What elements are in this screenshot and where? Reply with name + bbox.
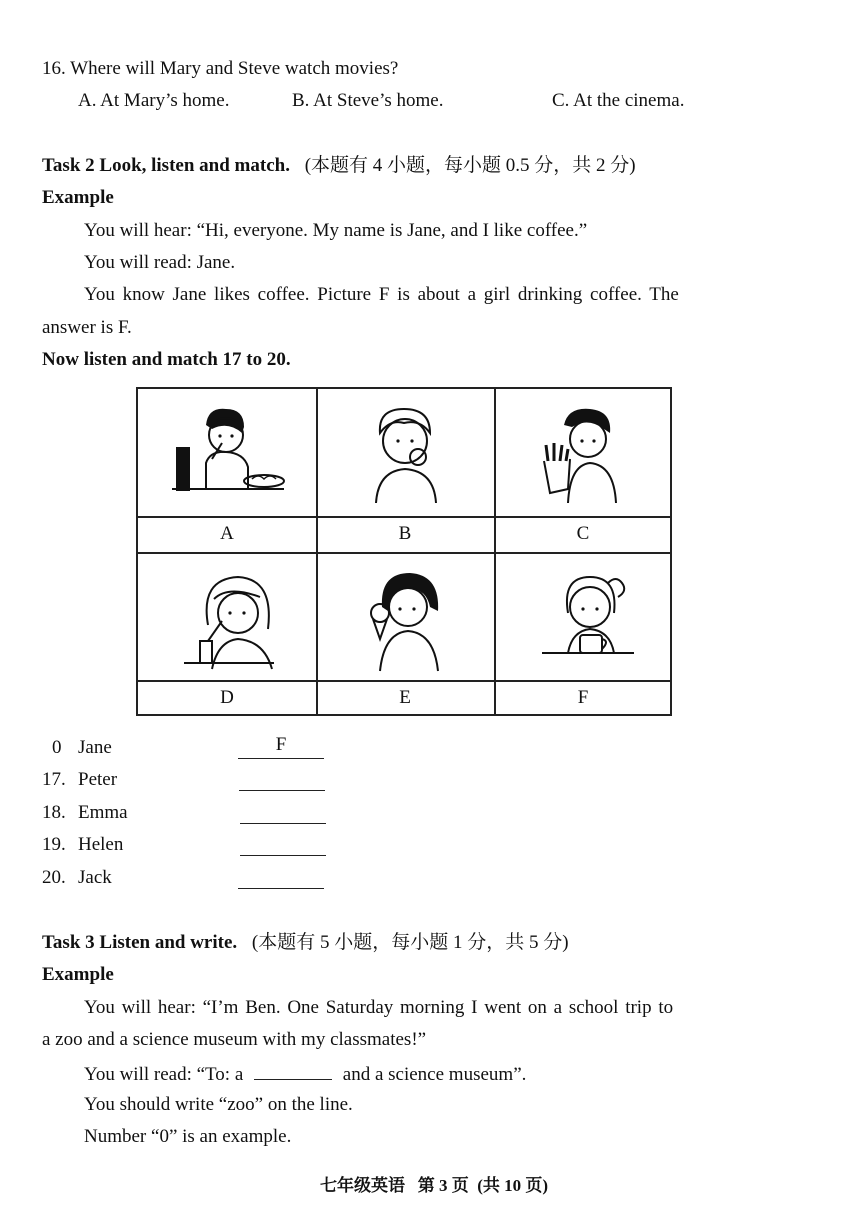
- picture-grid: [136, 387, 672, 716]
- task3-hear-line1: You will hear: “I’m Ben. One Saturday morning I went on a school trip to: [84, 997, 674, 1018]
- boy-fries-picture: [528, 403, 628, 507]
- task2-instruction: Now listen and match 17 to 20.: [42, 349, 291, 370]
- task3-title: Task 3 Listen and write.: [42, 932, 238, 953]
- match-name-jack: Jack: [78, 867, 112, 888]
- task2-title: Task 2 Look, listen and match.: [42, 155, 290, 176]
- task3-read-pre: You will read: “To: a: [84, 1064, 244, 1085]
- match-num-0: 0: [52, 737, 62, 758]
- match-num-18: 18.: [42, 802, 66, 823]
- picture-label-b: B: [398, 523, 412, 544]
- match-name-jane: Jane: [78, 737, 112, 758]
- option-a: A. At Mary’s home.: [78, 90, 230, 111]
- match-num-19: 19.: [42, 834, 66, 855]
- match-num-17: 17.: [42, 769, 66, 790]
- task2-read: You will read: Jane.: [84, 252, 236, 273]
- match-num-20: 20.: [42, 867, 66, 888]
- option-c: C. At the cinema.: [552, 90, 685, 111]
- picture-label-d: D: [220, 687, 234, 708]
- task2-heading: [42, 154, 636, 178]
- girl-drinking-picture: [178, 569, 288, 673]
- task2-score: (本题有 4 小题，每小题 0.5 分，共 2 分): [304, 155, 636, 176]
- question-16: 16. Where will Mary and Steve watch movies?: [42, 58, 399, 79]
- match-answer-0-text: F: [275, 734, 287, 755]
- task3-write: You should write “zoo” on the line.: [84, 1094, 353, 1115]
- girl-icecream-picture: [360, 567, 450, 673]
- match-answer-18[interactable]: [240, 823, 326, 824]
- task3-number: Number “0” is an example.: [84, 1126, 292, 1147]
- match-answer-20[interactable]: [238, 888, 324, 889]
- task2-know-line1: You know Jane likes coffee. Picture F is about a girl drinking coffee. The: [84, 284, 679, 305]
- picture-label-e: E: [399, 687, 411, 708]
- task2-example-label: Example: [42, 187, 114, 208]
- match-name-emma: Emma: [78, 802, 128, 823]
- girl-coffee-picture: [538, 569, 638, 669]
- match-name-helen: Helen: [78, 834, 124, 855]
- task3-heading: [42, 931, 569, 955]
- picture-label-a: A: [220, 523, 234, 544]
- task3-example-blank: [254, 1061, 332, 1080]
- picture-label-f: F: [577, 687, 589, 708]
- page-footer: 七年级英语 第 3 页 (共 10 页): [319, 1176, 549, 1195]
- task3-read: [84, 1061, 526, 1087]
- match-name-peter: Peter: [78, 769, 118, 790]
- match-answer-0: [238, 734, 324, 759]
- option-b: B. At Steve’s home.: [292, 90, 444, 111]
- task2-know-line2: answer is F.: [42, 317, 132, 338]
- task3-score: (本题有 5 小题，每小题 1 分，共 5 分): [251, 932, 569, 953]
- boy-apple-picture: [360, 403, 450, 507]
- task3-read-post: and a science museum”.: [342, 1064, 527, 1085]
- task3-hear-line2: a zoo and a science museum with my classmates!”: [42, 1029, 427, 1050]
- task3-example-label: Example: [42, 964, 114, 985]
- match-answer-19[interactable]: [240, 855, 326, 856]
- boy-eating-picture: [168, 403, 288, 503]
- match-answer-17[interactable]: [239, 790, 325, 791]
- picture-label-c: C: [576, 523, 590, 544]
- task2-hear: You will hear: “Hi, everyone. My name is Jane, and I like coffee.”: [84, 220, 588, 241]
